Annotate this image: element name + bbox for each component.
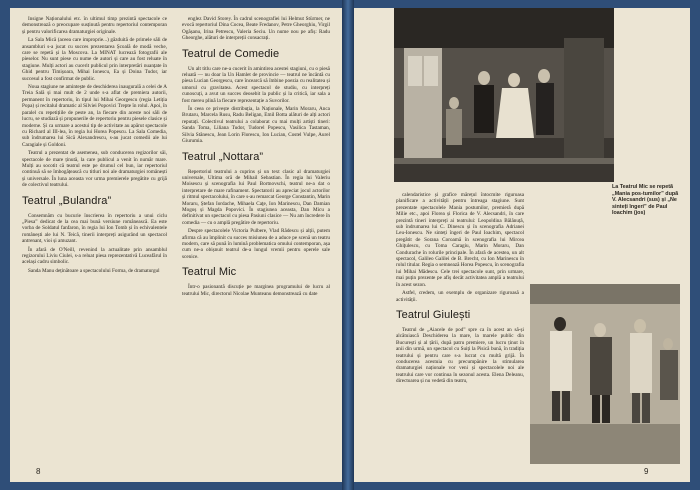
left-column-2 — [182, 16, 330, 299]
paragraph: Insigne Naționalului etc. în ultimul timp prezintă spectacole ce demonstrează o preocupare susținută pentru repertoriul contemporan și pentru valorificarea dramaturgiei originale. — [22, 16, 167, 35]
section-heading-mic: Teatrul Mic — [182, 266, 237, 279]
paragraph: În ceea ce privește distribuția, la Naționale, Marin Moraru, Anca Brutaru, Marcela Rusu, Radu Beligan, Emil Botta alături de alți actori reputați. Colectivul teatrului a colaborat cu mai mulți artiști tineri: Sanda Toma, Liliana Tudor, Tudorel Popescu, Vasilica Tastaman, Silvia Stănescu, Jean Lorin Florescu, Ion Lucian, Costel Vulpe, Aurel Giurumia. — [182, 106, 330, 145]
paragraph: Consemnăm cu bucurie înscrierea în repertoriu a unui ciclu „Piesa” dedicat de la cea mai bună versiune românească. Ea este vorba de Soldatul fanfaron, în regia lui Ion Tomb și în echivalentele românești ale lui N. Teică, tinerii interpreți asigurând un spectacol antrenant, vioi și amuzant. — [22, 212, 167, 245]
section-heading-bulandra: Teatrul „Bulandra” — [22, 194, 112, 207]
paragraph: Noua stagiune ne amintește de deschiderea inaugurală a celei de A Treia Sală și mai mult de 2 unde s-a aflat de premiera autorii, permanent în repertoriu, în tipul lui Mihai Georgescu (regia Letiția Popa) și recitalul dramatic al Silviei Popovici Trepte în rolul. Apoi, în paralel cu repetițiile de peste an, la fiecare din aceste noi săli de lucru, se studiază și propunerile de repertoriu pentru piesele clasice și moderne. Și ca urmare a acestui tip de activitate au apărut spectacole cu Richard al III-lea, în regia lui Horea Popescu. La Sala Comedia, sub îndrumarea lui Sică Alexandrescu, s-au jucat comedii ale lui Caragiale și Goldoni. — [22, 84, 167, 148]
paragraph: Repertoriul teatrului a cuprins și un text clasic al dramaturgiei universale, Ultima oră de Mihail Sebastian. În regia lui Valeriu Moisescu și scenografia lui Paul Bortnovschi, teatrul ne-a dat o interpretare de mare rafinament. Spectatorii au apreciat jocul actorilor și ritmul spectacolului, în care s-au remarcat George Constantin, Marin Moraru, Ștefan Iordache, Mihaela Caţe, Ion Marinescu, Dan Damian Mogoș și Magda Popovici. În stagiunea aceasta, Dan Micu a definitivat un spectacol cu piesa Pasiuni clasice — Nu am încredere în comedia — cu o amplă pregătire de repertoriu. — [182, 168, 330, 226]
section-heading-comedie: Teatrul de Comedie — [182, 47, 280, 60]
right-column-1 — [396, 192, 524, 387]
stage-photo-mania-postumilor — [394, 8, 614, 182]
page-number-left: 8 — [36, 467, 41, 476]
paragraph: Într-o pasionantă discuție pe marginea programului de lucru al teatrului Mic, directorul Nicolae Munteanu demonstrează cu date — [182, 284, 330, 297]
paragraph: La Sala Mică (aceea care improprie...) găzduită de primele săli de ansambluri s-a jucat cu succes prezentarea Școală de modă veche, care se repetă și la Moscova. La MINAT lucrează fotografii ale pieselor. Nu sunt piese cu nume de autori și care au fost reluate în stagiune. Mulți actori au cucerit publicul prin interpretări nuanțate în Ghid pentru Timișoara, Mihai Ionescu, Ea și Doina Tudor, iar succesul a fost confirmat de public. — [22, 37, 167, 82]
paragraph: Teatrul a prezentat de asemenea, sub conducerea regizorilor săi, spectacole de mare ținută, la care publicul a venit în număr mare. Mulți au socotit că teatrul este pe drumul cel bun, iar repertoriul continuă să se îmbogățească cu titluri noi ale dramaturgiei românești și universale. În luna aceasta vor urma premierele pregătite cu grijă de colectivul teatrului. — [22, 150, 167, 189]
paragraph: Sanda Manu deținătoare a spectacolului Forma, de dramaturgul — [28, 267, 160, 274]
paragraph: Un alt titlu care ne-a cucerit în amintirea acestei stagiuni, cu o piesă reluată — nu doar la Un Hamlet de provincie — teatrul ne încântă cu piesa Lucian Georgescu, care încearcă să îmbine poezia cu realitatea și umorul cu gravitatea. Acest spectacol de studiu, cu interpreți cunoscuți, a avut un succes deosebit la public și la critică, iar sala a fost mereu plină la fiecare reprezentație a Suvorilor. — [182, 65, 330, 104]
section-heading-nottara: Teatrul „Nottara” — [182, 150, 264, 163]
book-spine — [342, 0, 354, 490]
paragraph: În afară de O'Neill, revenind la actualitate prin ansamblul regizorului Liviu Ciulei, s-a reluat piesa reprezentativă Luceafărul în același cadru simbolic. — [22, 246, 167, 266]
paragraph: calendaristice și grafice mărețul întocmite riguroasa planificare a activității pentru întreaga stagiune. Sunt prezentate spectacolele Mania postumilor, premieră după Milie etc., apoi Florea și Florica de V. Alecsandri, în care prezintă tineri interpreți ai teatrului: Leopoldina Bălănuță, sub îndrumarea lui C. Dinescu și în scenografia Adrianei Leu-Ionescu. Ne sinteți îngeri de Paul Ioachim, spectacol pregătit de Sorana Coroamă în scenografia lui Mircea Ghiţulescu, cu Toma Caragiu, Marin Moraru, Dan Condurache în rolurile principale. În afară de acestea, un alt spectacol, Galileo Galilei de B. Brecht, cu Ion Marinescu în rolul titular. Regia o semnează Horea Popescu, în scenografia lui Mihai Mădescu. Cele trei spectacole sunt, prin urmare, mai puțin prezente pe afiș decât activitatea amplă a teatrului în acest sezon. — [396, 192, 524, 288]
left-column-1 — [22, 16, 167, 276]
paragraph: Teatrul de „Aiacele de pod” spre ca în acest an să-și alcătuiască Deschiderea la mare, la marele public din București și al țării, după patru premiere, un lucru ținut în anii din urmă, un spectacol cu Suiți la Pisică bună, în tradiția teatrului și pentru care s-a lucrat cu multă grijă. În conducerea acestuia cu precumpănire la stimularea dramaturgiei naționale vor veni și spectacolele noi ale teatrului care vor continua în sezonul acesta. Elena Deleanu, directoarea și nu vedetă din teatru, — [396, 326, 524, 385]
stage-photo-ne-sinteti-ingeri — [530, 284, 680, 464]
photo-caption: La Teatrul Mic se repetă „Mania pos-tumilor” după V. Alecsandri (sus) și „Ne sinteți îngeri” de Paul Ioachim (jos) — [612, 184, 679, 217]
paragraph: englez David Storey. În cadrul scenografiei lui Helmut Stürmer, ne evocă repertoriul Dina Cocea, Beate Fredanov, Petre Gheorghiu, Virgil Ogășanu, Irina Petrescu, Valeria Seciu. Un nume nou pe afiș: Radu Gheorghe, alături de interpreții consacrați. — [182, 16, 330, 42]
right-page — [354, 8, 690, 482]
left-page — [10, 8, 342, 482]
page-number-right: 9 — [644, 467, 649, 476]
section-heading-giulesti: Teatrul Giulești — [396, 308, 471, 321]
paragraph: Despre spectacolele Victoria Pulbere, Vlad Rădescu și alții, putem afirma că au împlinit cu succes misiunea de a aduce pe scenă un teatru modern, care să pună în lumină problematica omului contemporan, așa cum ne-a obișnuit teatrul de-a lungul vremii pentru operele sale scenice. — [182, 228, 330, 260]
paragraph: Astfel, credem, un exemplu de organizare riguroasă a activității. — [396, 290, 524, 303]
